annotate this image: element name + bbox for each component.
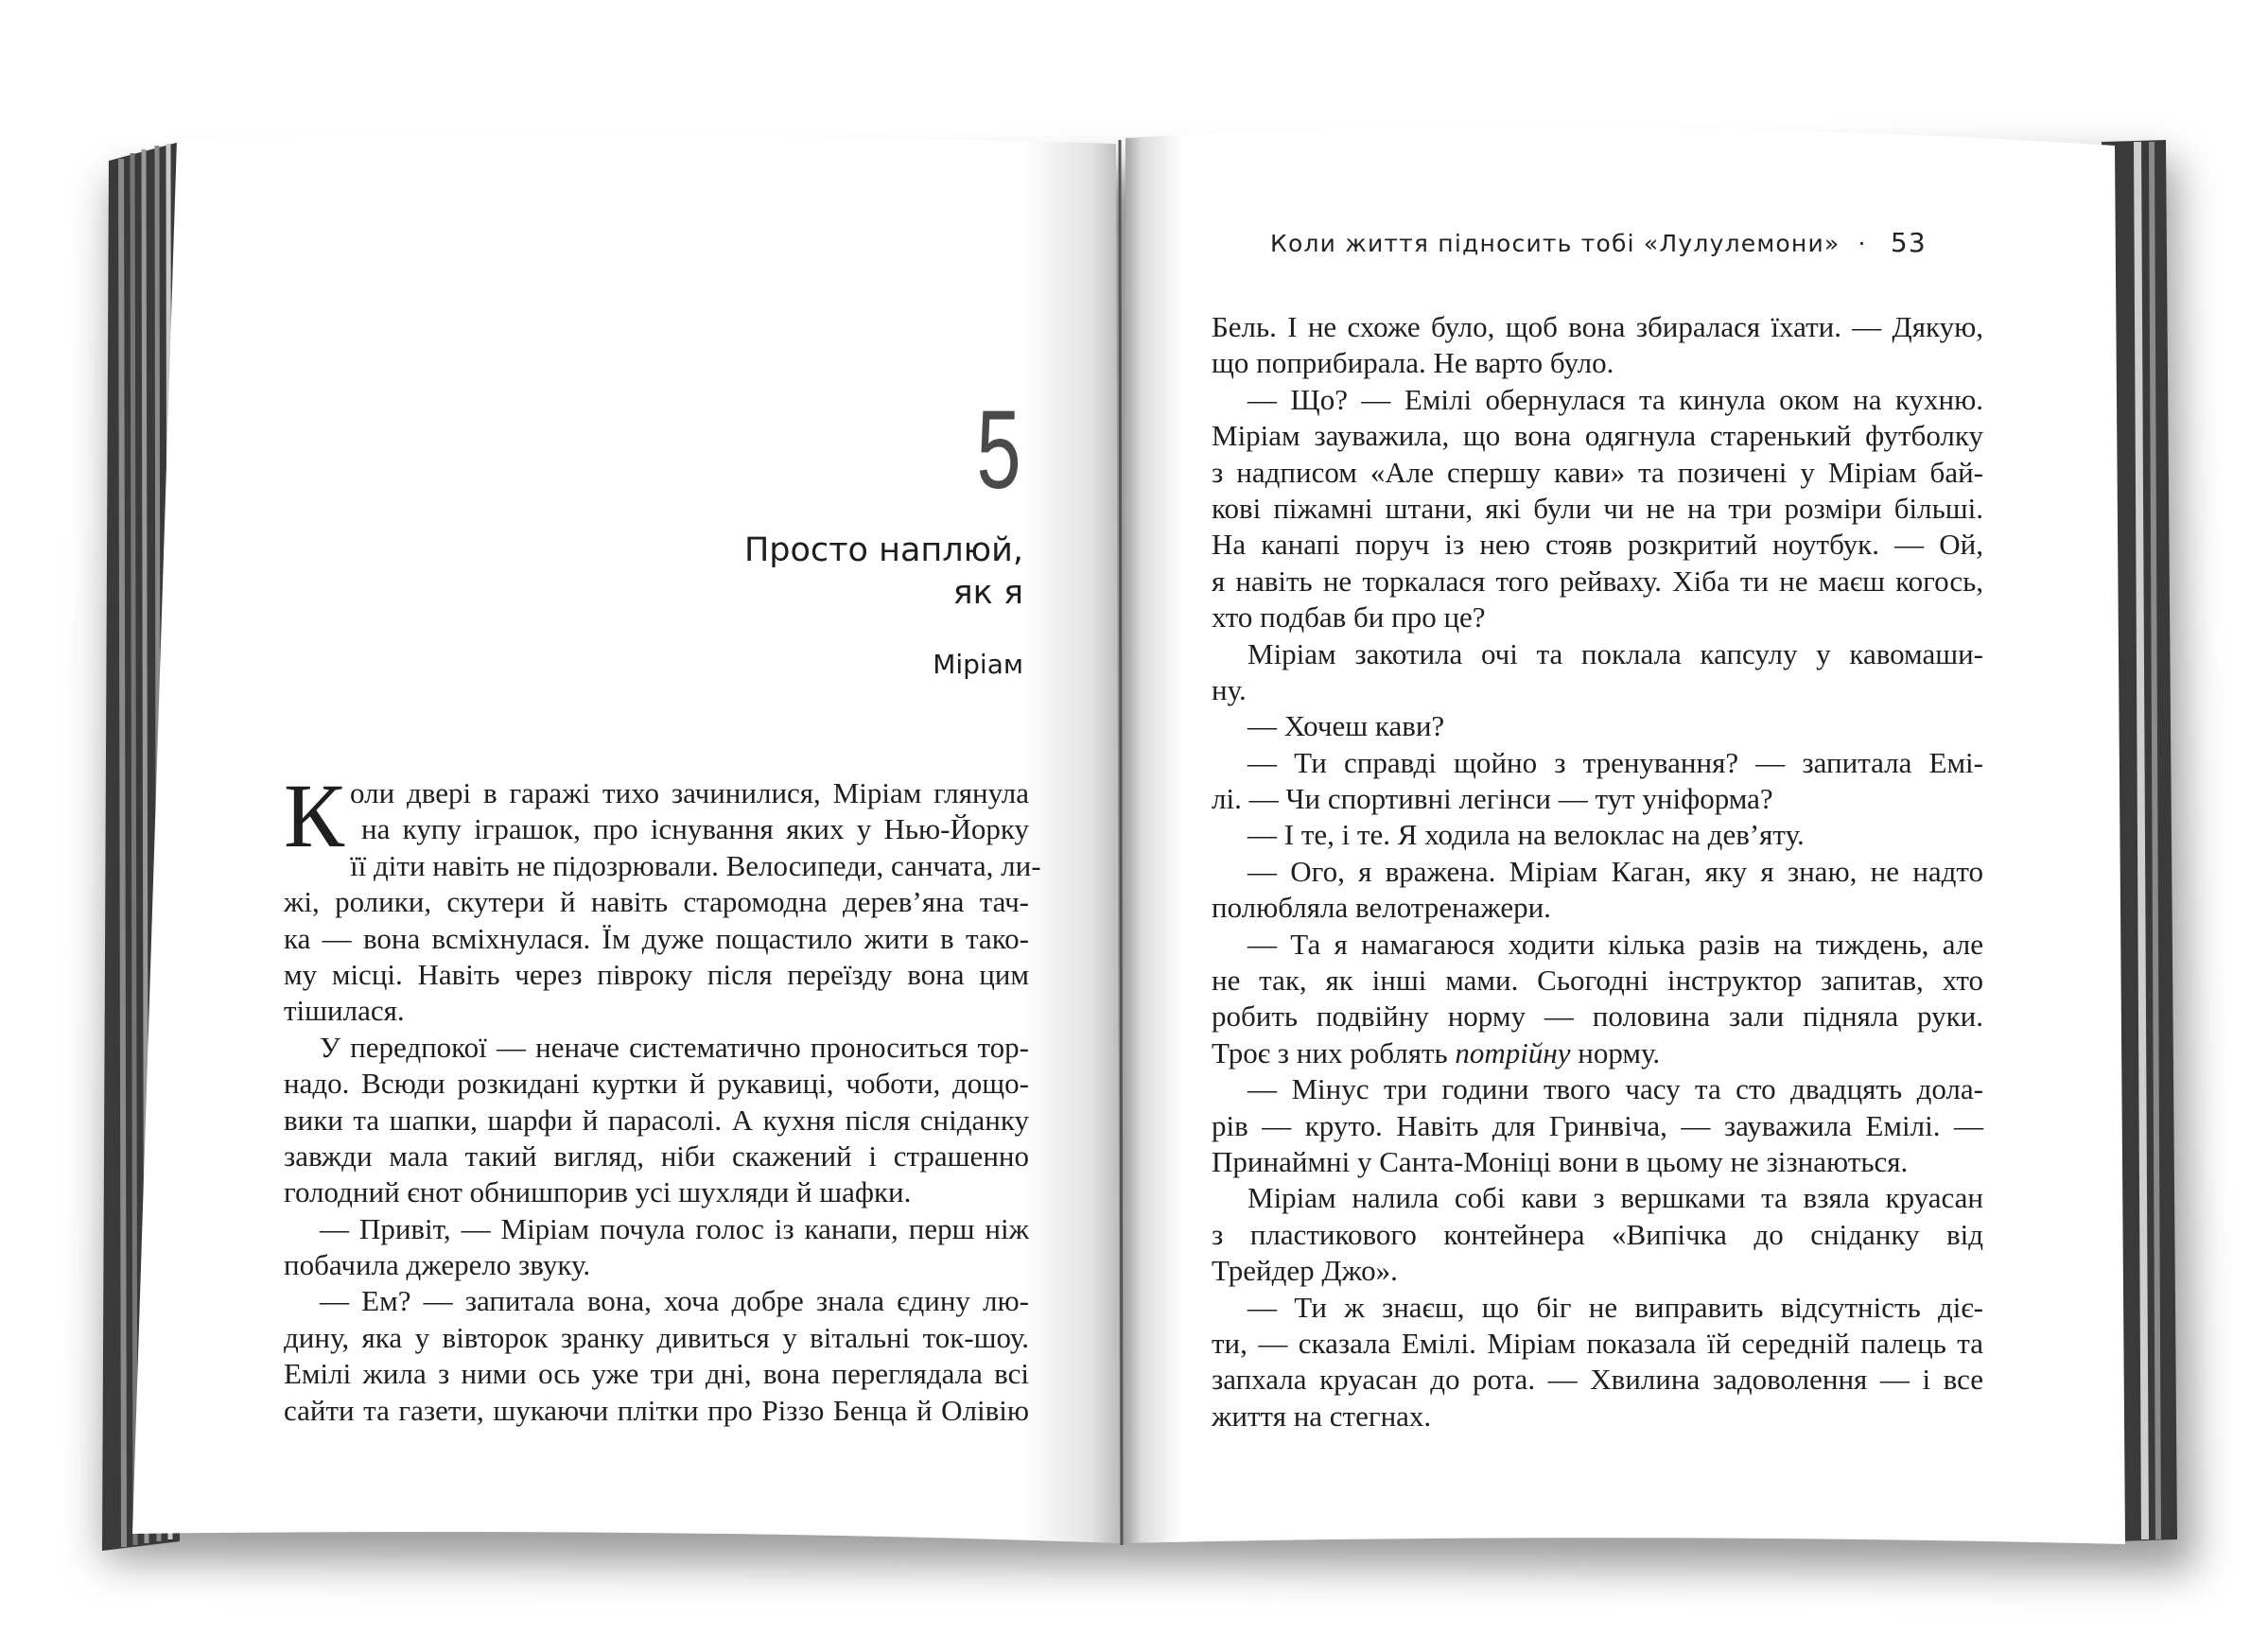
text-line: Троє з них роблять потрійну норму. — [1212, 1035, 1661, 1069]
text-line: не так, як інші мами. Сьогодні інструктор запитав, хто — [1212, 964, 1983, 998]
text-line: Міріам налила собі кави з вершками та взяла круасан — [1247, 1181, 1983, 1215]
text-line: Міріам закотила очі та поклала капсулу у кавомаши- — [1247, 636, 1983, 670]
text-line: я навіть не торкалася того рейваху. Хіба ти не маєш когось, — [1212, 564, 1983, 598]
text-line: Коли двері в гаражі тихо зачинилися, Міріам глянула — [284, 765, 1029, 866]
text-line: — Ти справді щойно з тренування? — запитала Емі- — [1247, 745, 1983, 779]
running-head-title: Коли життя підносить тобі «Лулулемони» — [1270, 230, 1841, 257]
text-line: рів — круто. Навіть для Гринвіча, — зауважила Емілі. — — [1212, 1108, 1983, 1142]
text-line: кові піжамні штани, які були чи не на три розміри більші. — [1212, 491, 1983, 525]
text-fragment: норму. — [1570, 1035, 1661, 1069]
spine-line — [1120, 140, 1122, 1545]
page-number: 53 — [1890, 227, 1927, 258]
text-line: завжди мала такий вигляд, ніби скажений і страшенно — [284, 1139, 1029, 1173]
separator: · — [1858, 230, 1867, 257]
text-line: — Та я намагаюся ходити кілька разів на тиждень, але — [1247, 927, 1983, 961]
text-line: ну. — [1212, 672, 1247, 706]
text-line: ти, — сказала Емілі. Міріам показала їй середній палець та — [1212, 1326, 1983, 1360]
text-line: робить подвійну норму — половина зали підняла руки. — [1212, 1000, 1983, 1034]
text-line: з пластикового контейнера «Випічка до сніданку від — [1212, 1217, 1983, 1251]
chapter-title-line: Просто наплюй, — [743, 531, 1023, 569]
text-line: її діти навіть не підозрювали. Велосипеди, санчата, ли- — [350, 848, 1041, 882]
text-line: з надписом «Але спершу кави» та позичені у Міріам бай- — [1212, 455, 1983, 489]
text-line: побачила джерело звуку. — [284, 1248, 591, 1282]
text-line: На канапі поруч із нею стояв розкритий ноутбук. — Ой, — [1212, 528, 1983, 562]
chapter-pov-character: Міріам — [933, 649, 1023, 680]
text-line: запхала круасан до рота. — Хвилина задоволення — і все — [1212, 1363, 1983, 1397]
text-line: вики та шапки, шарфи й парасолі. А кухня після сніданку — [284, 1103, 1029, 1137]
text-line: надо. Всюди розкидані куртки й рукавиці, чоботи, дощо- — [284, 1067, 1029, 1101]
text-line: — Хочеш кави? — [1247, 709, 1445, 743]
text-line: голодний єнот обнишпорив усі шухляди й шафки. — [284, 1175, 912, 1209]
text-line: лі. — Чи спортивні легінси — тут уніформа? — [1212, 782, 1773, 816]
text-line: життя на стегнах. — [1212, 1399, 1432, 1433]
chapter-number: 5 — [976, 388, 1021, 513]
left-page-body — [284, 765, 1041, 1429]
text-line: — І те, і те. Я ходила на велоклас на дев’яту. — [1247, 818, 1805, 852]
text-line: полюбляла велотренажери. — [1212, 891, 1551, 925]
text-line: — Привіт, — Міріам почула голос із канапи, перш ніж — [320, 1211, 1029, 1245]
text-line: ка — вона всміхнулася. Їм дуже пощастило жити в тако- — [284, 921, 1029, 955]
text-line: дину, яка у вівторок зранку дивиться у вітальні ток-шоу. — [284, 1320, 1029, 1354]
text-line: Трейдер Джо». — [1212, 1254, 1398, 1288]
chapter-title-line: як я — [952, 574, 1023, 612]
text-line: — Мінус три години твого часу та сто двадцять дола- — [1247, 1072, 1983, 1106]
text-line: тішилася. — [284, 994, 405, 1028]
right-page-body — [1212, 309, 1983, 1434]
text-line: хто подбав би про це? — [1212, 600, 1486, 634]
text-line: — Ого, я вражена. Міріам Каган, яку я знаю, не надто — [1247, 854, 1983, 888]
italic-emphasis: потрійну — [1455, 1035, 1571, 1069]
text-line: У передпокої — неначе систематично проноситься тор- — [320, 1030, 1029, 1064]
running-head — [1270, 227, 1927, 258]
text-line: жі, ролики, скутери й навіть старомодна дерев’яна тач- — [284, 885, 1029, 919]
text-line: на купу іграшок, про існування яких у Нью-Йорку — [361, 812, 1029, 846]
text-line: — Що? — Емілі обернулася та кинула оком на кухню. — [1247, 382, 1983, 416]
text-line: — Ти ж знаєш, що біг не виправить відсутність діє- — [1247, 1290, 1983, 1324]
text-line: сайти та газети, шукаючи плітки про Різзо Бенца й Олівію — [284, 1393, 1029, 1427]
text-line: що поприбирала. Не варто було. — [1212, 346, 1614, 380]
chapter-title — [744, 530, 1023, 615]
text-line: Бель. І не схоже було, щоб вона збиралася їхати. — Дякую, — [1212, 310, 1983, 343]
text-line: му місці. Навіть через півроку після переїзду вона цим — [284, 957, 1029, 991]
text-line: — Ем? — запитала вона, хоча добре знала єдину лю- — [320, 1284, 1029, 1318]
drop-cap: К — [284, 765, 345, 866]
text-line: Емілі жила з ними ось уже три дні, вона переглядала всі — [284, 1357, 1029, 1391]
text-line: Принаймні у Санта-Моніці вони в цьому не зізнаються. — [1212, 1144, 1909, 1178]
text-line: Міріам зауважила, що вона одягнула старенький футболку — [1212, 419, 1983, 453]
